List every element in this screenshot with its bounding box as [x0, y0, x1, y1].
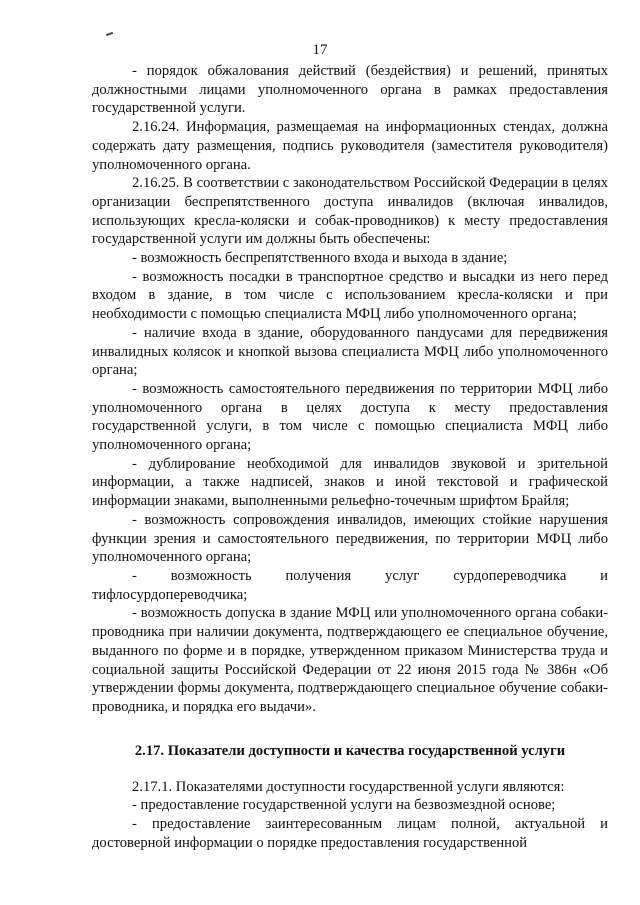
paragraph: - предоставление заинтересованным лицам полной, актуальной и достоверной информации о порядке предоставления государственной: [92, 816, 608, 851]
paragraph: 2.17.1. Показателями доступности государственной услуги являются:: [132, 778, 565, 795]
paragraph: - порядок обжалования действий (бездействия) и решений, принятых должностными лицами уполномоченного органа в рамках предоставления государственной услуги.: [92, 63, 608, 117]
paragraph: - предоставление государственной услуги на безвозмездной основе;: [132, 797, 556, 814]
paragraph: 2.16.25. В соответствии с законодательством Российской Федерации в целях организации беспрепятственного доступа инвалидов (включая инвалидов, использующих кресла-коляски и собак-проводников) к месту предоставления государственной услуги им должны быть обеспечены:: [92, 175, 608, 248]
paragraph: - возможность самостоятельного передвижения по территории МФЦ либо уполномоченного органа в целях доступа к месту предоставления государственной услуги, в том числе с помощью специалиста МФЦ либо уполномоченного органа;: [92, 380, 608, 454]
paragraph: - дублирование необходимой для инвалидов звуковой и зрительной информации, а также надписей, знаков и иной текстовой и графической информации знаками, выполненными рельефно-точечным шрифтом Брайля;: [92, 455, 608, 510]
paragraph: - возможность допуска в здание МФЦ или уполномоченного органа собаки-проводника при наличии документа, подтверждающего ее специальное обучение, выданного по форме и в порядке, утвержденном приказом Министерства труда и социальной защиты Российской Федерации от 22 июня 2015 года № 386н «Об утверждении формы документа, подтверждающего специальное обучение собаки-проводника, и порядка его выдачи».: [92, 605, 608, 715]
paragraph: - возможность посадки в транспортное средство и высадки из него перед входом в здание, в том числе с использованием кресла-коляски и при необходимости с помощью специалиста МФЦ либо уполномоченного органа;: [92, 268, 608, 323]
section-heading: 2.17. Показатели доступности и качества государственной услуги: [134, 742, 566, 759]
paragraph: - возможность получения услуг сурдопереводчика и тифлосурдопереводчика;: [92, 567, 608, 603]
paragraph: - возможность сопровождения инвалидов, имеющих стойкие нарушения функции зрения и самостоятельного передвижения, по территории МФЦ либо уполномоченного органа;: [92, 511, 608, 566]
paragraph: 2.16.24. Информация, размещаемая на информационных стендах, должна содержать дату размещения, подпись руководителя (заместителя руководителя) уполномоченного органа.: [92, 119, 608, 173]
page-number: 17: [312, 42, 328, 58]
scan-mark: [106, 32, 113, 36]
paragraph: - наличие входа в здание, оборудованного пандусами для передвижения инвалидных колясок и кнопкой вызова специалиста МФЦ либо уполномоченного органа;: [92, 324, 608, 379]
paragraph: - возможность беспрепятственного входа и выхода в здание;: [132, 250, 508, 267]
document-body: [92, 62, 608, 852]
